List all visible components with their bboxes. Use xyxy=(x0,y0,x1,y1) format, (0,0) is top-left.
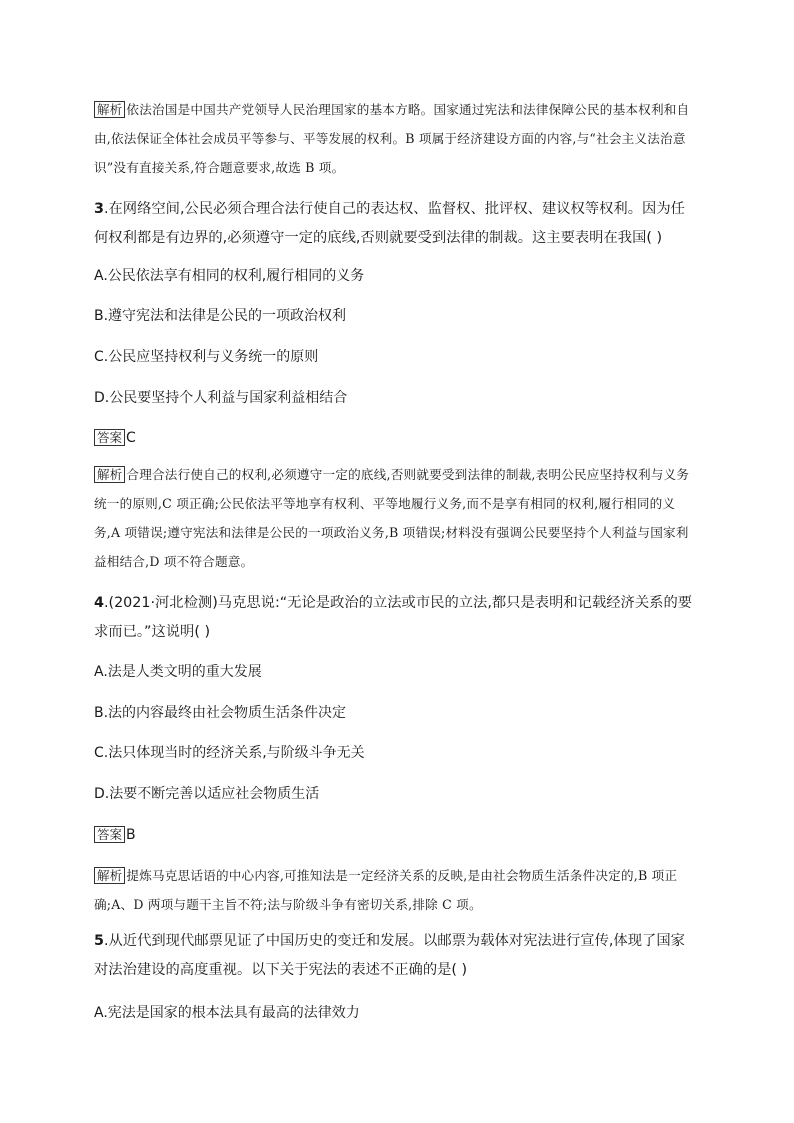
answer-value: B xyxy=(126,827,136,843)
question-3-answer xyxy=(94,428,698,448)
analysis-tag: 解析 xyxy=(94,466,125,483)
question-4-option-c: C.法只体现当时的经济关系,与阶级斗争无关 xyxy=(94,745,365,761)
answer-value: C xyxy=(126,430,136,446)
question-text: .在网络空间,公民必须合理合法行使自己的表达权、监督权、批评权、建议权等权利。因为任何权利都是有边界的,必须遵守一定的底线,否则就要受到法律的制裁。这主要表明在我国( ) xyxy=(94,201,685,246)
answer-tag: 答案 xyxy=(94,826,125,843)
question-5-option-a: A.宪法是国家的根本法具有最高的法律效力 xyxy=(94,1005,360,1021)
analysis-tag: 解析 xyxy=(94,867,125,884)
question-4-option-a: A.法是人类文明的重大发展 xyxy=(94,664,262,680)
question-4-analysis xyxy=(94,861,698,919)
question-number: 3 xyxy=(94,201,104,217)
question-number: 5 xyxy=(94,933,104,949)
question-4-option-b: B.法的内容最终由社会物质生活条件决定 xyxy=(94,705,347,721)
question-3-option-c: C.公民应坚持权利与义务统一的原则 xyxy=(94,349,319,365)
question-3-option-d: D.公民要坚持个人利益与国家利益相结合 xyxy=(94,390,348,406)
question-4-stem xyxy=(94,589,698,647)
question-5-stem xyxy=(94,927,698,985)
analysis-tag: 解析 xyxy=(94,101,125,118)
question-text: .(2021·河北检测)马克思说:“无论是政治的立法或市民的立法,都只是表明和记载经济关系的要求而已。”这说明( ) xyxy=(94,595,693,640)
question-3-option-a: A.公民依法享有相同的权利,履行相同的义务 xyxy=(94,268,365,284)
question-3-option-b: B.遵守宪法和法律是公民的一项政治权利 xyxy=(94,308,347,324)
question-3-stem xyxy=(94,195,698,253)
analysis-text: 提炼马克思话语的中心内容,可推知法是一定经济关系的反映,是由社会物质生活条件决定的,B 项正确;A、D 两项与题干主旨不符;法与阶级斗争有密切关系,排除 C 项。 xyxy=(94,868,678,912)
analysis-text: 依法治国是中国共产党领导人民治理国家的基本方略。国家通过宪法和法律保障公民的基本权利和自由,依法保证全体社会成员平等参与、平等发展的权利。B 项属于经济建设方面的内容,与“社会主义法治意识”没有直接关系,符合题意要求,故选 B 项。 xyxy=(94,102,690,175)
question-3-analysis xyxy=(94,460,698,576)
question-4-option-d: D.法要不断完善以适应社会物质生活 xyxy=(94,786,320,802)
analysis-text: 合理合法行使自己的权利,必须遵守一定的底线,否则就要受到法律的制裁,表明公民应坚持权利与义务统一的原则,C 项正确;公民依法平等地享有权利、平等地履行义务,而不是享有相同的权利,履行相同的义务,A 项错误;遵守宪法和法律是公民的一项政治义务,B 项错误;材料没有强调公民要坚持个人利益与国家利益相结合,D 项不符合题意。 xyxy=(94,467,690,569)
question-number: 4 xyxy=(94,595,104,611)
question-text: .从近代到现代邮票见证了中国历史的变迁和发展。以邮票为载体对宪法进行宣传,体现了国家对法治建设的高度重视。以下关于宪法的表述不正确的是( ) xyxy=(94,933,685,978)
question-4-answer xyxy=(94,825,698,845)
answer-tag: 答案 xyxy=(94,429,125,446)
prev-analysis xyxy=(94,95,698,182)
